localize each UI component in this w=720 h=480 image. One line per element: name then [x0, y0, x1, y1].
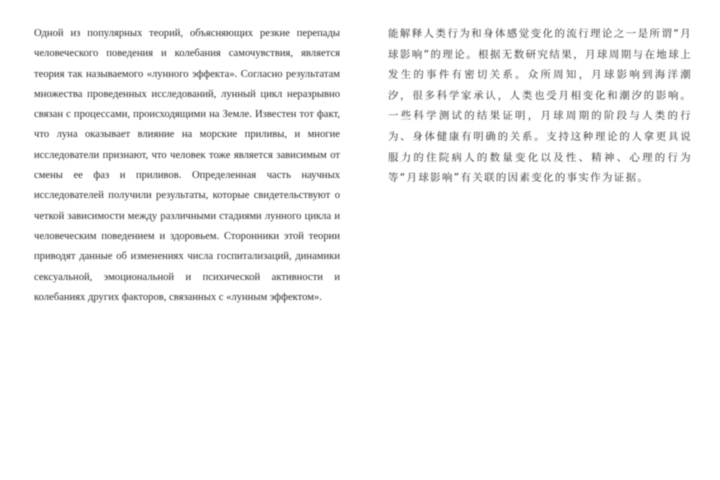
russian-text-column: [34, 24, 340, 308]
russian-paragraph: Одной из популярных теорий, объясняющих резкие перепады человеческого поведения и колебания самочувствия, является теория так называемого «лунного эффекта». Согласно результатам множества проведенных исследований, лунный цикл неразрывно связан с процессами, происходящими на Земле. Известен тот факт, что луна оказывает влияние на морские приливы, и многие исследователи признают, что человек тоже является зависимым от смены ее фаз и приливов. Определенная часть научных исследователей получили результаты, которые свидетельствуют о четкой зависимости между различными стадиями лунного цикла и человеческим поведением и здоровьем. Сторонники этой теории приводят данные об изменениях числа госпитализаций, динамики сексуальной, эмоциональной и психической активности и колебаниях других факторов, связанных с «лунным эффектом».: [34, 28, 340, 303]
chinese-paragraph: 能解释人类行为和身体感觉变化的流行理论之一是所谓“月球影响”的理论。根据无数研究结果，月球周期与在地球上发生的事件有密切关系。众所周知，月球影响到海洋潮汐，很多科学家承认，人类也受月相变化和潮汐的影响。一些科学测试的结果证明，月球周期的阶段与人类的行为、身体健康有明确的关系。支持这种理论的人拿更具说服力的住院病人的数量变化以及性、精神、心理的行为等“月球影响”有关联的因素变化的事实作为证据。: [388, 28, 692, 185]
chinese-text-column: [388, 24, 692, 189]
